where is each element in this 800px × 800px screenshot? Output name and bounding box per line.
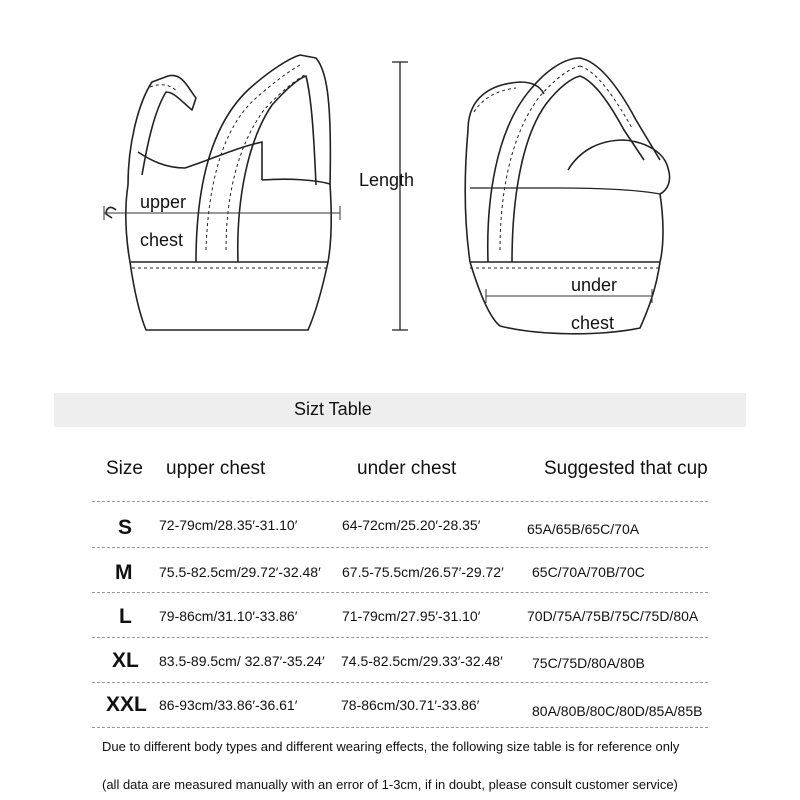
row-divider [92, 501, 708, 502]
measurement-note: (all data are measured manually with an error of 1-3cm, if in doubt, please consult customer service) [102, 777, 678, 792]
upper-chest-cell: 79-86cm/31.10′-33.86′ [159, 608, 298, 624]
upper-chest-cell: 75.5-82.5cm/29.72′-32.48′ [159, 564, 321, 580]
cup-cell: 65C/70A/70B/70C [532, 564, 645, 580]
size-table-title: Sizt Table [294, 399, 372, 419]
header-under-chest: under chest [357, 458, 457, 479]
upper-chest-cell: 86-93cm/33.86′-36.61′ [159, 697, 298, 713]
size-cell-l: L [119, 605, 132, 628]
under-chest-cell: 64-72cm/25.20′-28.35′ [342, 517, 481, 533]
row-divider [92, 592, 708, 593]
row-divider [92, 547, 708, 548]
under-chest-cell: 74.5-82.5cm/29.33′-32.48′ [341, 653, 503, 669]
size-table-title-band [54, 393, 746, 427]
header-size: Size [106, 458, 143, 479]
cup-cell: 70D/75A/75B/75C/75D/80A [527, 608, 699, 624]
size-cell-s: S [118, 516, 133, 539]
under-chest-cell: 71-79cm/27.95′-31.10′ [342, 608, 481, 624]
upper-chest-cell: 83.5-89.5cm/ 32.87′-35.24′ [159, 653, 325, 669]
upper-label: upper [140, 192, 187, 212]
upper-chest-cell: 72-79cm/28.35′-31.10′ [159, 517, 298, 533]
size-cell-m: M [115, 561, 133, 584]
cup-cell: 75C/75D/80A/80B [532, 655, 645, 671]
header-suggested-cup: Suggested that cup [544, 458, 708, 479]
header-upper-chest: upper chest [166, 458, 266, 479]
under-chest-cell: 67.5-75.5cm/26.57′-29.72′ [342, 564, 504, 580]
under-label: under [571, 275, 618, 295]
length-arrow [392, 62, 408, 330]
row-divider [92, 727, 708, 728]
cup-cell: 80A/80B/80C/80D/85A/85B [532, 703, 703, 719]
cup-cell: 65A/65B/65C/70A [527, 521, 640, 537]
row-divider [92, 682, 708, 683]
under-chest-cell: 78-86cm/30.71′-33.86′ [341, 697, 480, 713]
length-label: Length [359, 170, 415, 190]
size-cell-xxl: XXL [106, 693, 147, 716]
row-divider [92, 637, 708, 638]
reference-note: Due to different body types and different wearing effects, the following size table is for reference only [102, 739, 680, 754]
size-cell-xl: XL [112, 649, 139, 672]
chest-label-back: chest [571, 313, 615, 333]
chest-label-front: chest [140, 230, 184, 250]
back-view-bra [465, 58, 669, 334]
